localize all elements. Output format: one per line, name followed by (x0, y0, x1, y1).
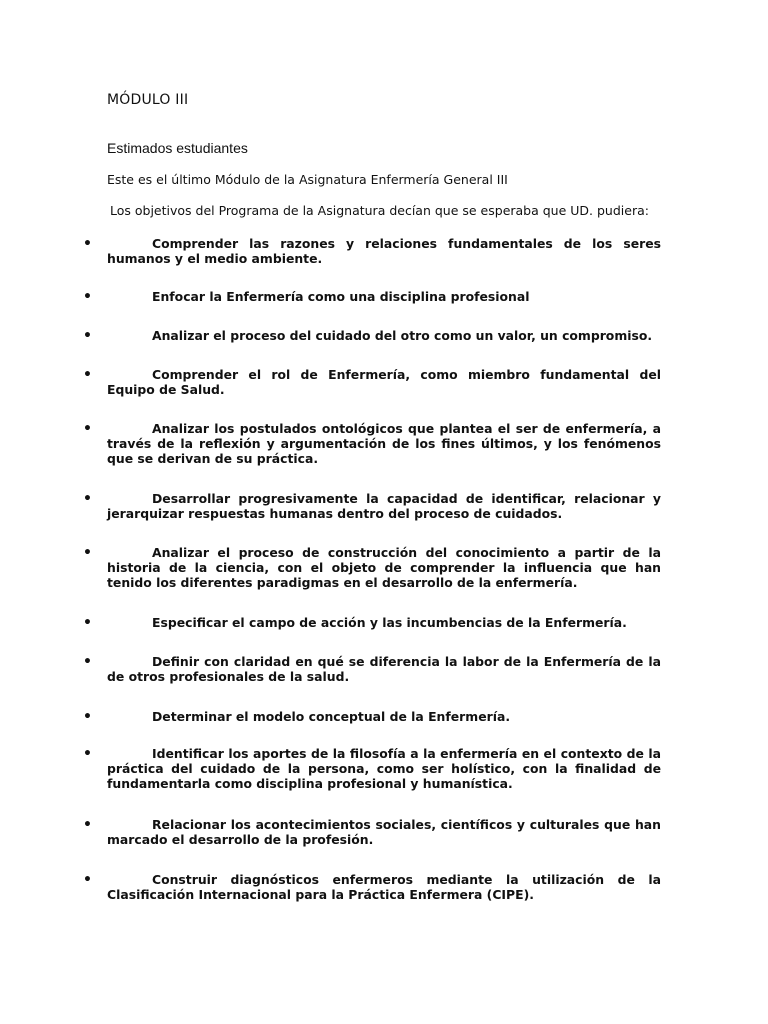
bullet-icon: • (83, 421, 92, 437)
bullet-icon: • (83, 367, 92, 383)
intro-paragraph: Este es el último Módulo de la Asignatura Enfermería General III (107, 172, 508, 187)
objective-text: Desarrollar progresivamente la capacidad de identificar, relacionar y jerarquizar respuestas humanas dentro del proceso de cuidados. (107, 491, 661, 521)
objective-text: Determinar el modelo conceptual de la Enfermería. (152, 709, 511, 724)
objective-text: Construir diagnósticos enfermeros mediante la utilización de la Clasificación Internacional para la Práctica Enfermera (CIPE). (107, 872, 661, 902)
objective-text: Especificar el campo de acción y las incumbencias de la Enfermería. (152, 615, 627, 630)
objective-text: Relacionar los acontecimientos sociales, científicos y culturales que han marcado el desarrollo de la profesión. (107, 817, 661, 847)
objectives-intro: Los objetivos del Programa de la Asignatura decían que se esperaba que UD. pudiera: (110, 203, 649, 218)
objective-text: Definir con claridad en qué se diferencia la labor de la Enfermería de la de otros profesionales de la salud. (107, 654, 661, 684)
bullet-icon: • (83, 328, 92, 344)
module-heading: MÓDULO III (107, 92, 189, 108)
objective-text: Analizar el proceso del cuidado del otro como un valor, un compromiso. (152, 328, 653, 343)
objective-text: Identificar los aportes de la filosofía a la enfermería en el contexto de la práctica del cuidado de la persona, como ser holístico, con la finalidad de fundamentarla como disciplina profesional y humanística. (107, 746, 661, 791)
bullet-icon: • (83, 817, 92, 833)
bullet-icon: • (83, 746, 92, 762)
objective-text: Analizar los postulados ontológicos que plantea el ser de enfermería, a través de la reflexión y argumentación de los fines últimos, y los fenómenos que se derivan de su práctica. (107, 421, 661, 466)
objective-text: Comprender el rol de Enfermería, como miembro fundamental del Equipo de Salud. (107, 367, 661, 397)
bullet-icon: • (83, 872, 92, 888)
bullet-icon: • (83, 236, 92, 252)
objective-text: Comprender las razones y relaciones fundamentales de los seres humanos y el medio ambiente. (107, 236, 661, 266)
bullet-icon: • (83, 615, 92, 631)
bullet-icon: • (83, 491, 92, 507)
objective-text: Enfocar la Enfermería como una disciplina profesional (152, 289, 530, 304)
objective-text: Analizar el proceso de construcción del conocimiento a partir de la historia de la ciencia, con el objeto de comprender la influencia que han tenido los diferentes paradigmas en el desarrollo de la enfermería. (107, 545, 661, 590)
greeting-text: Estimados estudiantes (107, 140, 248, 156)
bullet-icon: • (83, 545, 92, 561)
bullet-icon: • (83, 709, 92, 725)
bullet-icon: • (83, 289, 92, 305)
bullet-icon: • (83, 654, 92, 670)
